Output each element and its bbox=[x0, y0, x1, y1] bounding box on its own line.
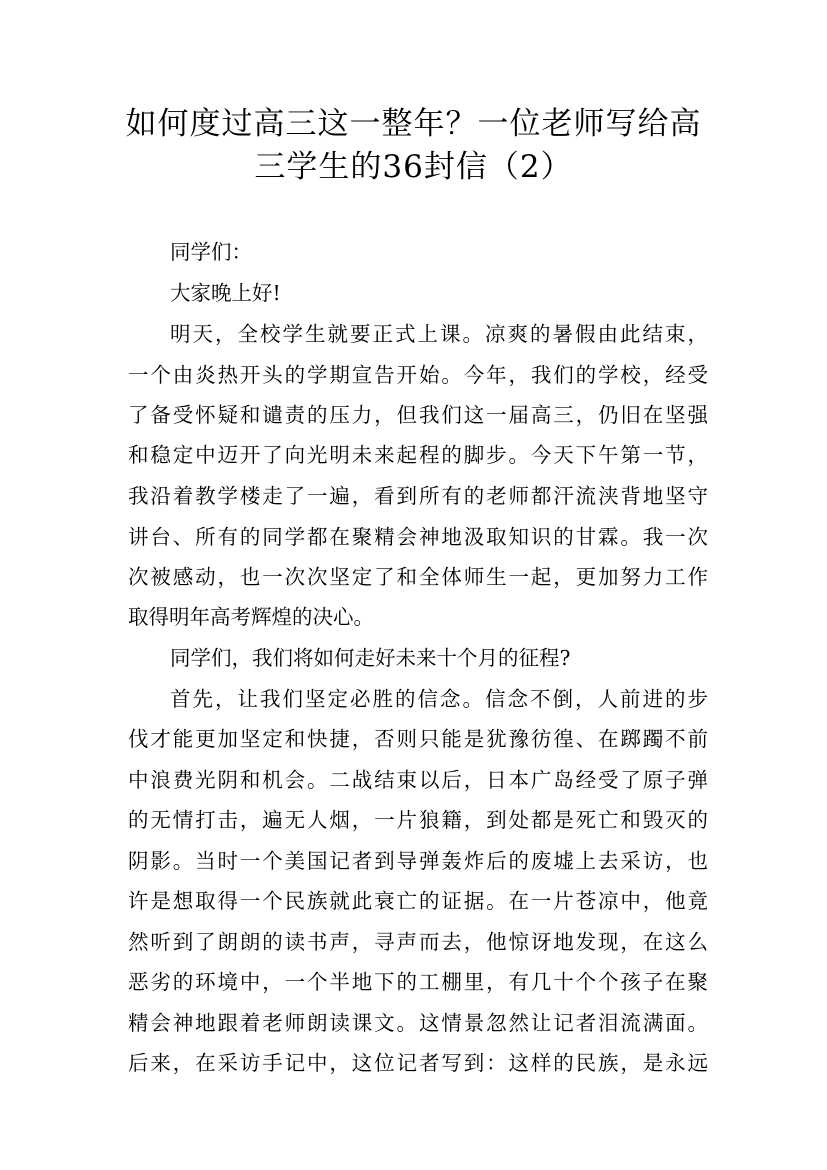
paragraph-line: 我沿着教学楼走了一遍，看到所有的老师都汗流浃背地坚守 bbox=[128, 484, 708, 508]
greeting: 大家晚上好! bbox=[170, 281, 281, 305]
paragraph-line: 明天，全校学生就要正式上课。凉爽的暑假由此结束， bbox=[170, 322, 708, 346]
paragraph-line: 后来，在采访手记中，这位记者写到：这样的民族，是永远 bbox=[128, 1051, 708, 1075]
paragraph-line: 讲台、所有的同学都在聚精会神地汲取知识的甘霖。我一次 bbox=[128, 525, 708, 549]
paragraph-line: 同学们，我们将如何走好未来十个月的征程? bbox=[170, 646, 571, 670]
paragraph-line: 一个由炎热开头的学期宣告开始。今年，我们的学校，经受 bbox=[128, 363, 708, 387]
paragraph-line: 取得明年高考辉煌的决心。 bbox=[128, 605, 374, 629]
paragraph-line: 的无情打击，遍无人烟，一片狼籍，到处都是死亡和毁灭的 bbox=[128, 808, 708, 832]
paragraph-line: 恶劣的环境中，一个半地下的工棚里，有几十个个孩子在聚 bbox=[128, 970, 708, 994]
paragraph-line: 和稳定中迈开了向光明未来起程的脚步。今天下午第一节， bbox=[128, 443, 708, 467]
paragraph-line: 许是想取得一个民族就此衰亡的证据。在一片苍凉中，他竟 bbox=[128, 889, 708, 913]
paragraph-line: 次被感动，也一次次坚定了和全体师生一起，更加努力工作 bbox=[128, 565, 708, 589]
paragraph-line: 阴影。当时一个美国记者到导弹轰炸后的废墟上去采访，也 bbox=[128, 849, 708, 873]
document-title-line-1: 如何度过高三这一整年？一位老师写给高 bbox=[125, 106, 702, 142]
paragraph-line: 了备受怀疑和谴责的压力，但我们这一届高三，仍旧在坚强 bbox=[128, 403, 708, 427]
document-title-line-2: 三学生的36封信（2） bbox=[254, 149, 573, 185]
paragraph-line: 精会神地跟着老师朗读课文。这情景忽然让记者泪流满面。 bbox=[128, 1011, 708, 1035]
paragraph-line: 然听到了朗朗的读书声，寻声而去，他惊讶地发现，在这么 bbox=[128, 930, 708, 954]
salutation: 同学们： bbox=[170, 240, 252, 264]
paragraph-line: 伐才能更加坚定和快捷，否则只能是犹豫彷徨、在踯躅不前 bbox=[128, 727, 708, 751]
paragraph-line: 首先，让我们坚定必胜的信念。信念不倒，人前进的步 bbox=[170, 687, 708, 711]
paragraph-line: 中浪费光阴和机会。二战结束以后，日本广岛经受了原子弹 bbox=[128, 768, 708, 792]
